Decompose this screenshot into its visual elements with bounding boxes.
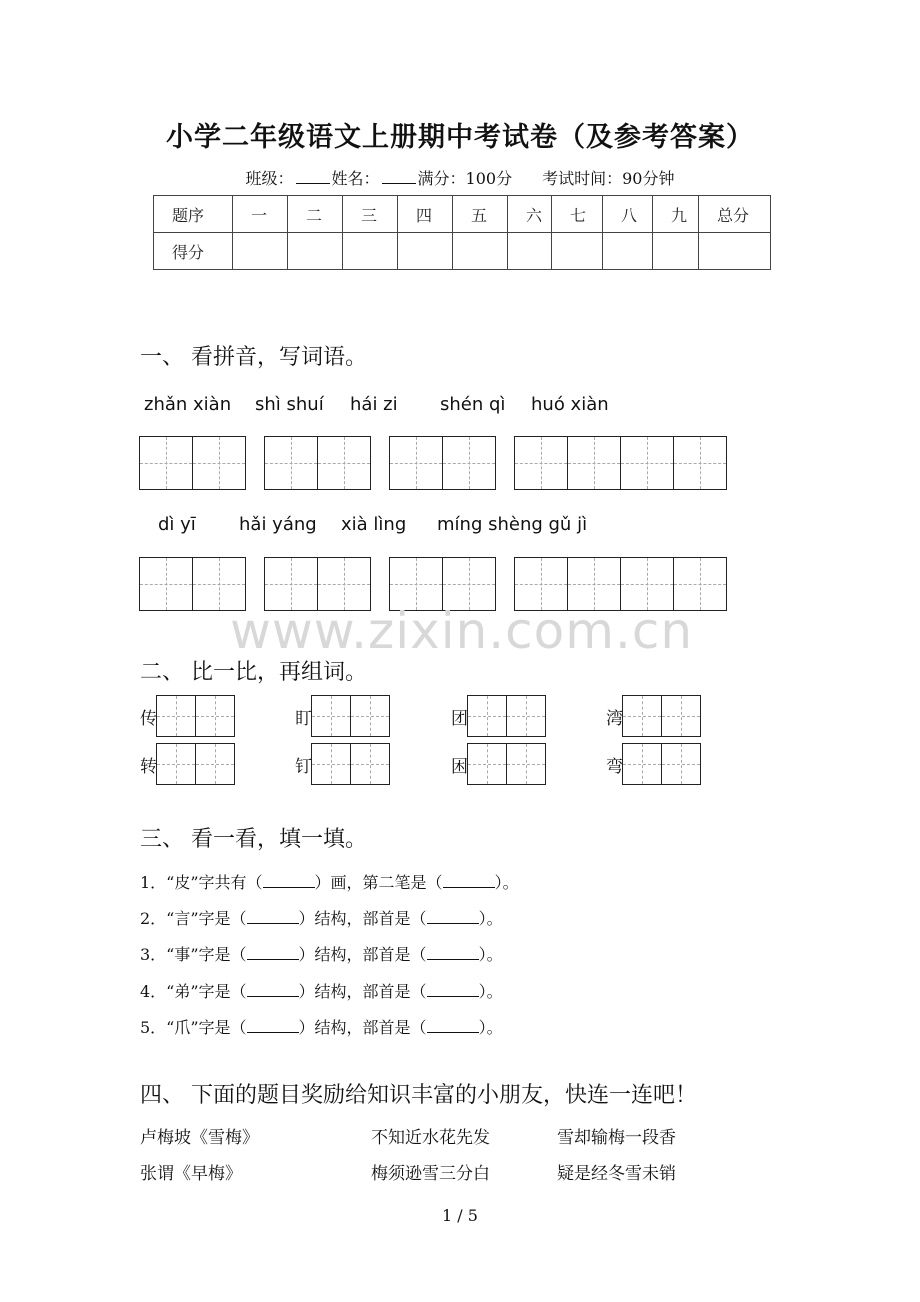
question-text: 2．“言”字是（ bbox=[140, 909, 247, 928]
compare-pair bbox=[451, 695, 546, 737]
matching-item[interactable]: 卢梅坡《雪梅》 bbox=[140, 1128, 259, 1148]
compare-char: 困 bbox=[451, 756, 468, 777]
question-text: ）结构，部首是（ bbox=[298, 1018, 427, 1037]
table-cell: 七 bbox=[552, 196, 603, 233]
score-table bbox=[153, 195, 771, 270]
matching-item[interactable]: 不知近水花先发 bbox=[371, 1128, 490, 1148]
writing-cell[interactable] bbox=[195, 695, 235, 737]
score-table-header-row bbox=[154, 196, 771, 233]
question-text: ）。 bbox=[478, 1018, 503, 1037]
exam-time-label: 考试时间：90分钟 bbox=[542, 169, 675, 188]
writing-cell[interactable] bbox=[567, 436, 621, 490]
score-entry-cell[interactable] bbox=[699, 233, 771, 270]
compare-char: 团 bbox=[451, 708, 468, 729]
writing-cell[interactable] bbox=[311, 695, 351, 737]
answer-blank[interactable] bbox=[443, 875, 495, 888]
writing-cell[interactable] bbox=[264, 436, 318, 490]
compare-pair bbox=[140, 743, 235, 785]
pinyin-label: shì shuí bbox=[255, 394, 324, 415]
writing-grid[interactable] bbox=[264, 436, 371, 490]
score-entry-cell[interactable] bbox=[653, 233, 699, 270]
table-cell: 三 bbox=[343, 196, 398, 233]
question-text: 5．“爪”字是（ bbox=[140, 1018, 247, 1037]
writing-cell[interactable] bbox=[156, 743, 196, 785]
answer-blank[interactable] bbox=[427, 947, 479, 960]
score-entry-cell[interactable] bbox=[508, 233, 552, 270]
writing-cell[interactable] bbox=[442, 436, 496, 490]
answer-blank[interactable] bbox=[263, 875, 315, 888]
compare-pair bbox=[295, 743, 390, 785]
writing-grid[interactable] bbox=[139, 436, 246, 490]
table-cell: 一 bbox=[233, 196, 288, 233]
compare-char: 湾 bbox=[606, 708, 623, 729]
answer-blank[interactable] bbox=[247, 947, 299, 960]
section2-heading: 二、 比一比，再组词。 bbox=[140, 660, 367, 685]
writing-cell[interactable] bbox=[350, 743, 390, 785]
writing-cell[interactable] bbox=[622, 743, 662, 785]
matching-item[interactable]: 张谓《早梅》 bbox=[140, 1164, 242, 1184]
matching-item[interactable]: 雪却输梅一段香 bbox=[557, 1128, 676, 1148]
compare-pair bbox=[606, 695, 701, 737]
question-item bbox=[140, 1015, 503, 1038]
score-entry-cell[interactable] bbox=[233, 233, 288, 270]
pinyin-label: huó xiàn bbox=[531, 394, 609, 415]
question-text: 1．“皮”字共有（ bbox=[140, 873, 263, 892]
class-blank[interactable] bbox=[296, 169, 330, 184]
compare-pair bbox=[606, 743, 701, 785]
writing-cell[interactable] bbox=[673, 436, 727, 490]
compare-pair bbox=[451, 743, 546, 785]
answer-blank[interactable] bbox=[247, 984, 299, 997]
writing-cell[interactable] bbox=[620, 436, 674, 490]
writing-cell[interactable] bbox=[506, 743, 546, 785]
section4-heading: 四、 下面的题目奖励给知识丰富的小朋友，快连一连吧！ bbox=[140, 1083, 697, 1108]
page-title: 小学二年级语文上册期中考试卷（及参考答案） bbox=[166, 122, 754, 153]
writing-cell[interactable] bbox=[195, 743, 235, 785]
writing-cell[interactable] bbox=[506, 695, 546, 737]
section3-heading: 三、 看一看，填一填。 bbox=[140, 827, 367, 852]
class-label: 班级： bbox=[245, 169, 294, 188]
question-text: ）结构，部首是（ bbox=[298, 909, 427, 928]
writing-cell[interactable] bbox=[661, 743, 701, 785]
compare-pair bbox=[140, 695, 235, 737]
writing-cell[interactable] bbox=[317, 436, 371, 490]
pinyin-label: zhǎn xiàn bbox=[144, 394, 232, 415]
question-text: ）。 bbox=[478, 945, 503, 964]
question-text: ）。 bbox=[494, 873, 519, 892]
score-entry-cell[interactable] bbox=[453, 233, 508, 270]
answer-blank[interactable] bbox=[247, 911, 299, 924]
table-cell: 二 bbox=[288, 196, 343, 233]
table-cell: 四 bbox=[398, 196, 453, 233]
pinyin-label: hái zi bbox=[350, 394, 398, 415]
pinyin-label: xià lìng bbox=[341, 514, 407, 535]
compare-char: 弯 bbox=[606, 756, 623, 777]
score-entry-cell[interactable] bbox=[288, 233, 343, 270]
pinyin-label: hǎi yáng bbox=[239, 514, 317, 535]
writing-cell[interactable] bbox=[139, 557, 193, 611]
full-score-label: 满分：100分 bbox=[417, 169, 513, 188]
question-item bbox=[140, 979, 503, 1002]
writing-cell[interactable] bbox=[311, 743, 351, 785]
question-text: 3．“事”字是（ bbox=[140, 945, 247, 964]
score-entry-cell[interactable] bbox=[552, 233, 603, 270]
table-cell: 总分 bbox=[699, 196, 771, 233]
question-item bbox=[140, 870, 519, 893]
question-text: ）。 bbox=[478, 982, 503, 1001]
writing-grid[interactable] bbox=[514, 436, 727, 490]
compare-char: 转 bbox=[140, 756, 157, 777]
compare-pair bbox=[295, 695, 390, 737]
writing-cell[interactable] bbox=[467, 695, 507, 737]
question-text: ）结构，部首是（ bbox=[298, 982, 427, 1001]
writing-cell[interactable] bbox=[139, 436, 193, 490]
answer-blank[interactable] bbox=[247, 1020, 299, 1033]
page-number: 1 / 5 bbox=[442, 1206, 478, 1225]
writing-cell[interactable] bbox=[514, 436, 568, 490]
writing-cell[interactable] bbox=[156, 695, 196, 737]
score-entry-cell[interactable] bbox=[603, 233, 653, 270]
watermark: www.zixin.com.cn bbox=[230, 602, 694, 660]
score-table-score-row bbox=[154, 233, 771, 270]
score-entry-cell[interactable] bbox=[398, 233, 453, 270]
compare-char: 盯 bbox=[295, 708, 312, 729]
question-text: ）结构，部首是（ bbox=[298, 945, 427, 964]
name-label: 姓名： bbox=[331, 169, 380, 188]
compare-char: 钉 bbox=[295, 756, 312, 777]
pinyin-label: míng shèng gǔ jì bbox=[437, 514, 588, 535]
writing-grid[interactable] bbox=[389, 436, 496, 490]
table-cell: 九 bbox=[653, 196, 699, 233]
question-text: 4．“弟”字是（ bbox=[140, 982, 247, 1001]
compare-char: 传 bbox=[140, 708, 157, 729]
answer-blank[interactable] bbox=[427, 911, 479, 924]
question-item bbox=[140, 906, 503, 929]
question-text: ）。 bbox=[478, 909, 503, 928]
section1-heading: 一、 看拼音，写词语。 bbox=[140, 345, 367, 370]
writing-cell[interactable] bbox=[661, 695, 701, 737]
answer-blank[interactable] bbox=[427, 984, 479, 997]
name-blank[interactable] bbox=[382, 169, 416, 184]
table-cell: 题序 bbox=[154, 196, 233, 233]
question-item bbox=[140, 942, 503, 965]
writing-cell[interactable] bbox=[467, 743, 507, 785]
pinyin-label: shén qì bbox=[440, 394, 506, 415]
table-cell: 得分 bbox=[154, 233, 233, 270]
question-text: ）画，第二笔是（ bbox=[314, 873, 443, 892]
score-entry-cell[interactable] bbox=[343, 233, 398, 270]
writing-cell[interactable] bbox=[350, 695, 390, 737]
table-cell: 六 bbox=[508, 196, 552, 233]
matching-item[interactable]: 梅须逊雪三分白 bbox=[371, 1164, 490, 1184]
writing-cell[interactable] bbox=[622, 695, 662, 737]
writing-cell[interactable] bbox=[192, 436, 246, 490]
answer-blank[interactable] bbox=[427, 1020, 479, 1033]
matching-item[interactable]: 疑是经冬雪未销 bbox=[557, 1164, 676, 1184]
table-cell: 八 bbox=[603, 196, 653, 233]
table-cell: 五 bbox=[453, 196, 508, 233]
pinyin-label: dì yī bbox=[158, 514, 196, 535]
exam-info-line bbox=[0, 166, 920, 189]
writing-cell[interactable] bbox=[389, 436, 443, 490]
